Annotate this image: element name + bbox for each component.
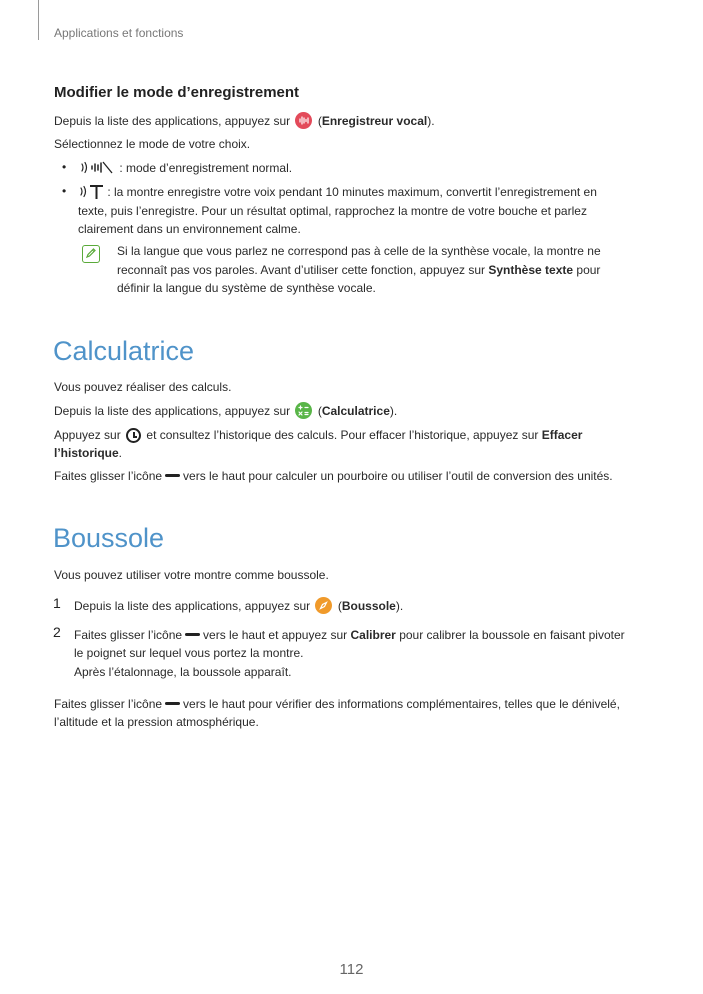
calc-para-4: [54, 467, 613, 485]
calculator-app-icon: [295, 402, 312, 419]
compass-step-1: [74, 597, 403, 615]
text: Depuis la liste des applications, appuyez sur: [54, 114, 291, 128]
note-line-3: définir la langue du système de synthèse vocale.: [117, 281, 376, 295]
bullet-item-normal: [78, 159, 292, 180]
text: vers le haut pour calculer un pourboire ou utiliser l’outil de conversion des unités.: [183, 469, 613, 483]
calc-para-2: [54, 402, 397, 420]
bullet-dot: •: [62, 184, 67, 198]
note-line-1: Si la langue que vous parlez ne correspond pas à celle de la synthèse vocale, la montre ne: [117, 244, 601, 258]
handle-dash-icon: [165, 702, 180, 705]
calc-para-3-line2: [54, 444, 122, 462]
text: : la montre enregistre votre voix pendant 10 minutes maximum, convertit l’enregistrement en: [107, 185, 597, 199]
compass-step-2-line3: Après l’étalonnage, la boussole apparaît.: [74, 665, 292, 679]
text: reconnaît pas vos paroles. Avant d’utiliser cette fonction, appuyez sur: [117, 263, 485, 277]
text: Depuis la liste des applications, appuyez sur: [74, 599, 311, 613]
history-clock-icon: [126, 428, 141, 443]
header-rule: [38, 0, 39, 40]
text: Faites glisser l’icône: [74, 628, 183, 642]
normal-mode-icon: [78, 160, 116, 180]
step-number-1: 1: [53, 595, 61, 611]
calc-para-1: Vous pouvez réaliser des calculs.: [54, 380, 232, 394]
historique-label: l’historique: [54, 446, 119, 460]
text: Faites glisser l’icône: [54, 697, 163, 711]
bullet-item-speech-to-text-line3: clairement dans un environnement calme.: [78, 222, 301, 236]
bullet-dot: •: [62, 160, 67, 174]
speech-to-text-icon: [78, 184, 104, 204]
note-icon: [82, 245, 100, 263]
handle-dash-icon: [165, 474, 180, 477]
compass-para-2: [54, 695, 620, 713]
period: .: [118, 446, 123, 460]
calculator-app-name: Calculatrice: [321, 404, 390, 418]
page-number: 112: [339, 961, 364, 978]
text: vers le haut pour vérifier des informations complémentaires, telles que le dénivelé,: [183, 697, 620, 711]
text: pour calibrer la boussole en faisant pivoter: [399, 628, 625, 642]
voice-recorder-app-icon: [295, 112, 312, 129]
step-number-2: 2: [53, 624, 61, 640]
voice-recorder-app-name: Enregistreur vocal: [321, 114, 428, 128]
paren: (: [337, 599, 342, 613]
compass-step-2: [74, 626, 625, 644]
recording-line-2: Sélectionnez le mode de votre choix.: [54, 137, 251, 151]
section-heading-recording: Modifier le mode d’enregistrement: [54, 84, 300, 101]
bullet-item-speech-to-text-line2: texte, puis l’enregistre. Pour un résultat optimal, rapprochez la montre de votre bouche et parlez: [78, 204, 587, 218]
synthese-texte-label: Synthèse texte: [488, 263, 574, 277]
compass-app-icon: [315, 597, 332, 614]
text: et consultez l’historique des calculs. Pour effacer l’historique, appuyez sur: [146, 428, 539, 442]
text: vers le haut et appuyez sur: [203, 628, 348, 642]
section-title-calculatrice: Calculatrice: [53, 336, 195, 366]
calc-para-3: [54, 426, 582, 444]
paren: (: [317, 114, 322, 128]
text: Depuis la liste des applications, appuyez sur: [54, 404, 291, 418]
compass-para-2-line2: l’altitude et la pression atmosphérique.: [54, 715, 259, 729]
bullet-item-speech-to-text: [78, 183, 597, 204]
calibrer-label: Calibrer: [350, 628, 396, 642]
text: : mode d’enregistrement normal.: [119, 161, 293, 175]
handle-dash-icon: [185, 633, 200, 636]
running-head: Applications et fonctions: [54, 26, 184, 40]
text: Faites glisser l’icône: [54, 469, 163, 483]
paren: ).: [395, 599, 404, 613]
text: Appuyez sur: [54, 428, 121, 442]
compass-app-name: Boussole: [341, 599, 396, 613]
note-line-2: [117, 261, 600, 279]
text: pour: [576, 263, 601, 277]
effacer-label: Effacer: [541, 428, 583, 442]
paren: (: [317, 404, 322, 418]
section-title-boussole: Boussole: [53, 523, 165, 553]
compass-step-2-line2: le poignet sur lequel vous portez la montre.: [74, 646, 304, 660]
compass-para-1: Vous pouvez utiliser votre montre comme boussole.: [54, 568, 329, 582]
recording-line-1: [54, 112, 435, 130]
paren: ).: [427, 114, 435, 128]
paren: ).: [389, 404, 398, 418]
